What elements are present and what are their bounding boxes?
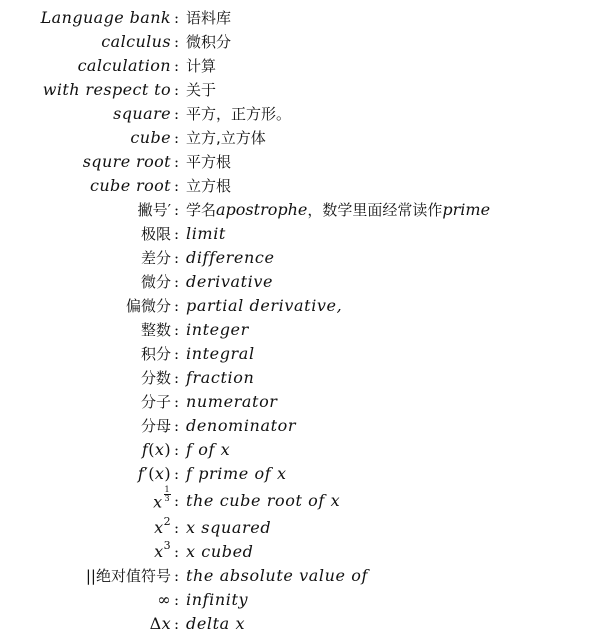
glossary-term: 积分 <box>140 345 171 363</box>
glossary-row <box>0 462 600 486</box>
glossary-definition: integer <box>186 320 249 339</box>
glossary-term: 分数 <box>140 369 171 387</box>
glossary-row <box>0 246 600 270</box>
glossary-term: 分母 <box>140 417 171 435</box>
glossary-definition: 关于 <box>186 81 217 99</box>
glossary-definition: delta x <box>186 614 246 633</box>
glossary-colon: : <box>174 543 180 561</box>
glossary-colon: : <box>174 345 180 363</box>
glossary-row <box>0 54 600 78</box>
glossary-term-absolute: ||绝对值符号 <box>85 567 171 585</box>
glossary-row <box>0 612 600 636</box>
definition-middle: ，数学里面经常读作 <box>307 201 443 219</box>
glossary-row <box>0 366 600 390</box>
glossary-definition: partial derivative, <box>186 296 343 315</box>
glossary-definition: 立方,立方体 <box>186 129 266 147</box>
glossary-colon: : <box>174 297 180 315</box>
glossary-definition: f prime of x <box>186 464 287 483</box>
glossary-definition: x cubed <box>186 542 254 561</box>
glossary-definition: 平方根 <box>186 153 232 171</box>
glossary-colon: : <box>174 321 180 339</box>
glossary-definition: f of x <box>186 440 231 459</box>
glossary-definition <box>186 198 490 222</box>
glossary-definition: the absolute value of <box>186 566 369 585</box>
glossary-row <box>0 588 600 612</box>
glossary-colon: : <box>174 33 180 51</box>
glossary-term-cube: $x^3$ <box>154 538 171 561</box>
glossary-colon: : <box>174 393 180 411</box>
glossary-colon: : <box>174 129 180 147</box>
glossary-definition: derivative <box>186 272 274 291</box>
glossary-colon: : <box>174 615 180 633</box>
glossary-row <box>0 126 600 150</box>
glossary-row <box>0 150 600 174</box>
glossary-row <box>0 270 600 294</box>
delta-symbol: Δ <box>149 614 162 633</box>
glossary-definition: 语料库 <box>186 9 232 27</box>
glossary-definition: numerator <box>186 392 278 411</box>
glossary-definition: limit <box>186 224 226 243</box>
glossary-term: calculus <box>101 32 171 51</box>
glossary-row <box>0 438 600 462</box>
glossary-colon: : <box>174 105 180 123</box>
glossary-term: Language bank <box>40 8 171 27</box>
glossary-colon: : <box>174 369 180 387</box>
glossary-row <box>0 540 600 564</box>
glossary-row <box>0 342 600 366</box>
glossary-colon: : <box>174 567 180 585</box>
glossary-row <box>0 6 600 30</box>
glossary-term: cube <box>130 128 171 147</box>
glossary-definition: 计算 <box>186 57 217 75</box>
glossary-definition: fraction <box>186 368 255 387</box>
glossary-colon: : <box>174 249 180 267</box>
glossary-colon: : <box>174 9 180 27</box>
glossary-term: with respect to <box>42 80 171 99</box>
glossary-definition: denominator <box>186 416 297 435</box>
glossary-term: 撇号′ <box>137 201 171 219</box>
glossary-row <box>0 516 600 540</box>
glossary-term: squre root <box>82 152 171 171</box>
glossary-row <box>0 198 600 222</box>
infinity-symbol: ∞ <box>157 590 171 609</box>
glossary-colon: : <box>174 225 180 243</box>
glossary-row <box>0 414 600 438</box>
glossary-definition: 微积分 <box>186 33 232 51</box>
glossary-colon: : <box>174 177 180 195</box>
fraction-exponent: $\frac{1}{3}$ <box>164 485 170 503</box>
glossary-colon: : <box>174 591 180 609</box>
glossary-definition: difference <box>186 248 275 267</box>
glossary-row <box>0 78 600 102</box>
glossary-colon: : <box>174 417 180 435</box>
glossary-term: 极限 <box>140 225 171 243</box>
glossary-row <box>0 30 600 54</box>
glossary-colon: : <box>174 492 180 510</box>
glossary-colon: : <box>174 153 180 171</box>
glossary-term: 微分 <box>140 273 171 291</box>
glossary-term: cube root <box>89 176 171 195</box>
glossary-term: square <box>113 104 171 123</box>
glossary-row <box>0 102 600 126</box>
glossary-term: calculation <box>77 56 171 75</box>
absolute-bars-symbol: || <box>85 567 96 585</box>
glossary-term-function-prime: f′(x) <box>137 464 171 483</box>
glossary-colon: : <box>174 57 180 75</box>
glossary-row <box>0 174 600 198</box>
glossary-definition: infinity <box>186 590 249 609</box>
glossary-list <box>0 6 600 636</box>
definition-prefix: 学名 <box>186 201 217 219</box>
glossary-definition: the cube root of x <box>186 491 341 510</box>
glossary-term: 整数 <box>140 321 171 339</box>
glossary-colon: : <box>174 81 180 99</box>
glossary-colon: : <box>174 519 180 537</box>
definition-term-prime: prime <box>442 200 491 219</box>
glossary-row <box>0 222 600 246</box>
glossary-colon: : <box>174 201 180 219</box>
glossary-definition: 立方根 <box>186 177 232 195</box>
glossary-term-cube-root: x $\frac{1}{3}$ <box>153 485 170 512</box>
glossary-term: 分子 <box>140 393 171 411</box>
definition-term-apostrophe: apostrophe <box>216 200 308 219</box>
glossary-definition: integral <box>186 344 255 363</box>
glossary-term: 偏微分 <box>125 297 171 315</box>
glossary-term-delta: Δx <box>149 614 171 633</box>
glossary-term: 差分 <box>140 249 171 267</box>
glossary-row <box>0 294 600 318</box>
glossary-definition: x squared <box>186 518 272 537</box>
glossary-row <box>0 486 600 516</box>
glossary-row <box>0 390 600 414</box>
glossary-term-square: $x^2$ <box>154 514 171 537</box>
glossary-colon: : <box>174 441 180 459</box>
glossary-term-function: f(x) <box>141 440 171 459</box>
glossary-row <box>0 318 600 342</box>
glossary-colon: : <box>174 465 180 483</box>
glossary-row <box>0 564 600 588</box>
glossary-colon: : <box>174 273 180 291</box>
glossary-definition: 平方，正方形。 <box>186 105 292 123</box>
